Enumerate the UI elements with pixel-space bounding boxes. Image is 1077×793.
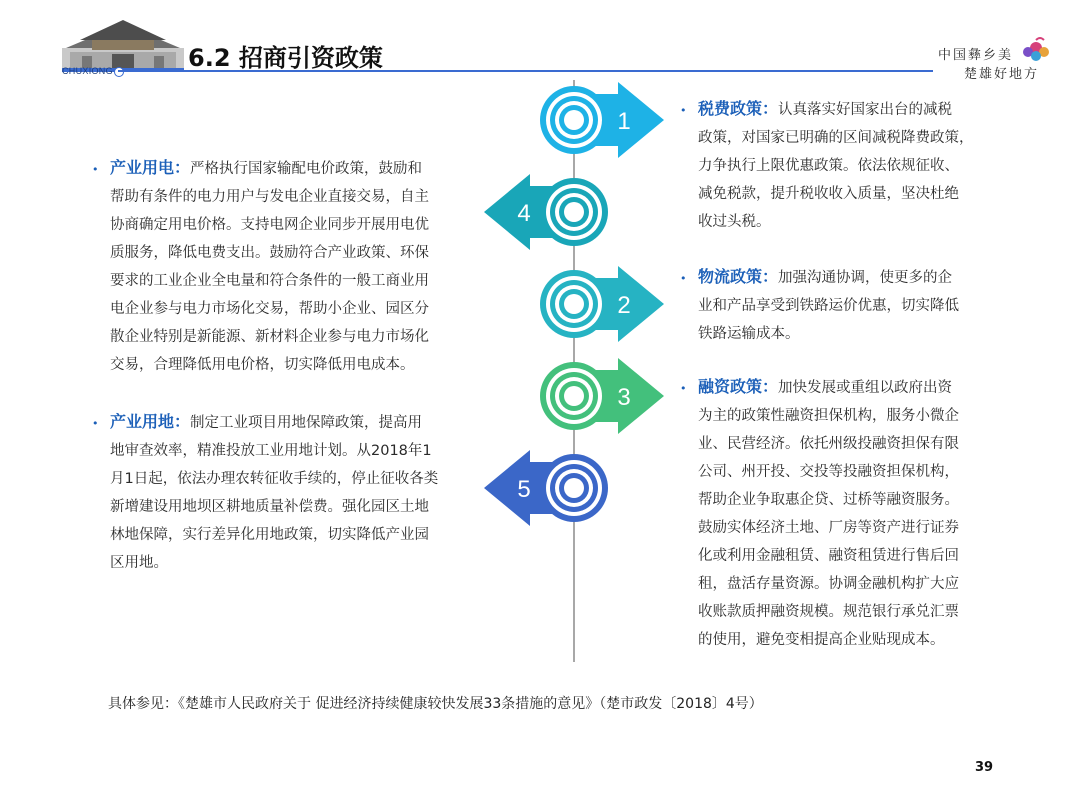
policy-keyword: 融资政策： [698,377,779,396]
reference-note: 具体参见：《楚雄市人民政府关于 促进经济持续健康较快发展33条措施的意见》（楚市政发〔2018〕4号） [108,696,763,712]
policy-line: 认真落实好国家出台的减税 [778,102,953,118]
policy-power [92,154,480,379]
policy-timeline [470,80,680,670]
policy-line: 电企业参与电力市场化交易，帮助小企业、园区分 [110,301,429,317]
header-rule-dot [114,67,124,77]
policy-tax [680,95,998,236]
policy-line: 业和产品享受到铁路运价优惠，切实降低 [698,298,959,314]
timeline-step-1 [540,82,664,158]
step-number: 1 [617,108,631,135]
policy-line: 加快发展或重组以政府出资 [778,380,953,396]
policy-line: 散企业特别是新能源、新材料企业参与电力市场化 [110,329,429,345]
policy-keyword: 物流政策： [698,267,779,286]
bullet-dot: • [92,163,99,176]
policy-land [92,408,480,577]
page-title: 6.2 招商引资政策 [188,44,383,72]
policy-line: 林地保障，实行差异化用地政策，切实降低产业园 [110,527,429,543]
policy-line: 收账款质押融资规模。规范银行承兑汇票 [698,604,959,620]
bullet-dot: • [680,272,687,285]
policy-logistics [680,263,998,348]
policy-line: 加强沟通协调，使更多的企 [778,270,953,286]
target-ring [564,294,584,314]
flower-ornament-icon [1014,36,1058,66]
policy-line: 力争执行上限优惠政策。依法依规征收、 [698,158,959,174]
bullet-dot: • [680,382,687,395]
policy-line: 鼓励实体经济土地、厂房等资产进行证券 [698,520,959,536]
page-number: 39 [975,760,994,775]
policy-keyword: 产业用地： [110,412,191,431]
target-ring [564,110,584,130]
policy-line: 帮助有条件的电力用户与发电企业直接交易，自主 [110,189,429,205]
policy-line: 协商确定用电价格。支持电网企业同步开展用电优 [110,217,429,233]
policy-line: 租，盘活存量资源。协调金融机构扩大应 [698,576,959,592]
step-number: 3 [617,384,631,411]
policy-line: 月1日起，依法办理农转征收手续的，停止征收各类 [110,471,439,487]
step-number: 2 [617,292,631,319]
policy-line: 政策，对国家已明确的区间减税降费政策， [698,130,974,146]
policy-line: 区用地。 [110,555,168,571]
policy-keyword: 产业用电： [110,158,191,177]
policy-line: 交易，合理降低用电价格，切实降低用电成本。 [110,357,415,373]
bullet-dot: • [680,104,687,117]
policy-line: 要求的工业企业全电量和符合条件的一般工商业用 [110,273,429,289]
brand-line-1: 中国彝乡美 [938,48,1014,63]
policy-line: 为主的政策性融资担保机构，服务小微企 [698,408,959,424]
policy-line: 新增建设用地坝区耕地质量补偿费。强化园区土地 [110,499,429,515]
policy-line: 严格执行国家输配电价政策，鼓励和 [190,161,423,177]
timeline-step-5 [484,450,608,526]
policy-line: 帮助企业争取惠企贷、过桥等融资服务。 [698,492,959,508]
timeline-step-2 [540,266,664,342]
policy-keyword: 税费政策： [698,99,779,118]
timeline-step-3 [540,358,664,434]
target-ring [564,386,584,406]
step-number: 5 [517,476,531,503]
policy-line: 化或利用金融租赁、融资租赁进行售后回 [698,548,959,564]
brand-line-2: 楚雄好地方 [964,67,1040,82]
policy-line: 地审查效率，精准投放工业用地计划。从2018年1 [110,443,432,459]
logo-text: CHUXIONG [62,66,113,76]
step-number: 4 [517,200,531,227]
policy-line: 业、民营经济。依托州级投融资担保有限 [698,436,959,452]
bullet-dot: • [92,417,99,430]
policy-line: 公司、州开投、交投等投融资担保机构， [698,464,959,480]
policy-line: 减免税款，提升税收收入质量，坚决杜绝 [698,186,959,202]
policy-finance [680,373,998,654]
policy-line: 收过头税。 [698,214,771,230]
timeline-step-4 [484,174,608,250]
policy-line: 的使用，避免变相提高企业贴现成本。 [698,632,945,648]
policy-line: 铁路运输成本。 [698,326,800,342]
target-ring [564,202,584,222]
policy-line: 制定工业项目用地保障政策，提高用 [190,415,423,431]
target-ring [564,478,584,498]
policy-line: 质服务，降低电费支出。鼓励符合产业政策、环保 [110,245,429,261]
